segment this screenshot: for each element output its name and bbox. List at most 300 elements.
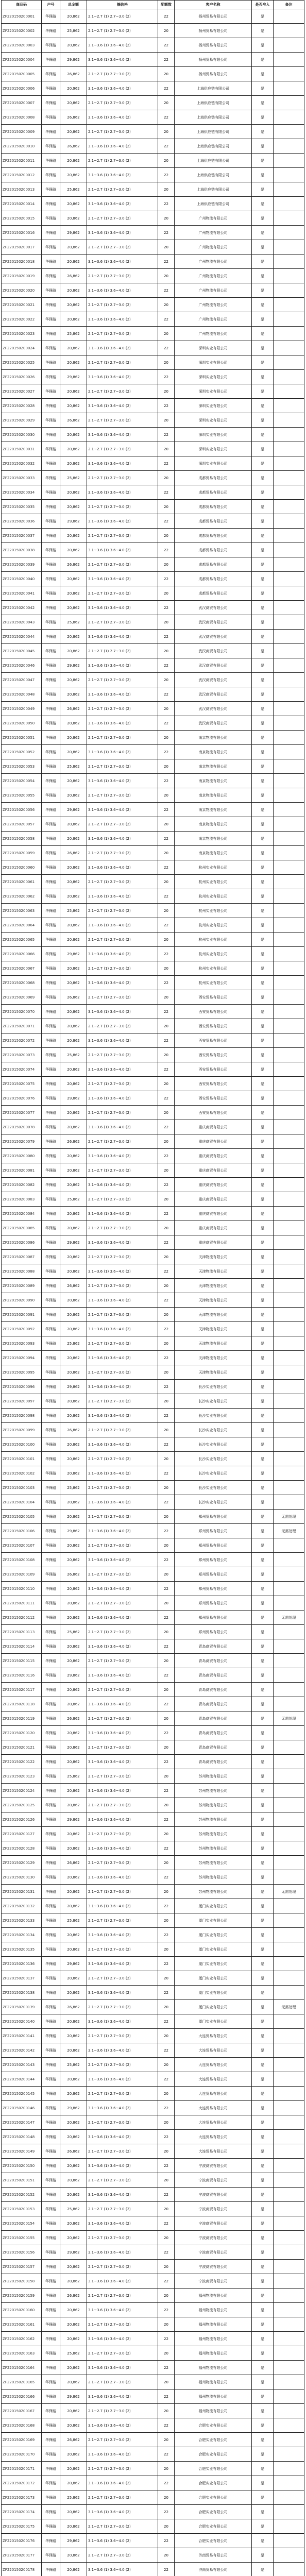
cell-item-code: ZF220150200132 (2, 1899, 42, 1913)
cell-price: 2.1~2.7 (1) 2.7~3.0 (2) (87, 355, 158, 370)
cell-account: 华锋路 (42, 182, 60, 197)
cell-price: 2.1~2.7 (1) 2.7~3.0 (2) (87, 1481, 158, 1495)
cell-admitted: 是 (252, 500, 274, 514)
cell-quota: 22 (158, 1149, 175, 1163)
cell-remark (274, 2375, 304, 2389)
cell-price: 2.1~2.7 (1) 2.7~3.0 (2) (87, 384, 158, 399)
cell-remark (274, 687, 304, 702)
cell-customer: 武汉商贸有限公司 (175, 601, 252, 615)
cell-customer: 苏州物流有限公司 (175, 1798, 252, 1812)
cell-item-code: ZF220150200005 (2, 67, 42, 81)
cell-quota: 20 (158, 817, 175, 832)
table-row (2, 1524, 304, 1538)
cell-account: 华锋路 (42, 2433, 60, 2447)
cell-remark (274, 370, 304, 384)
cell-price: 3.1~3.6 (1) 3.6~4.0 (2) (87, 2014, 158, 2029)
cell-price: 2.1~2.7 (1) 2.7~3.0 (2) (87, 2375, 158, 2389)
cell-account: 华锋路 (42, 2519, 60, 2534)
cell-admitted: 是 (252, 1798, 274, 1812)
cell-total: 26,862 (60, 557, 87, 572)
cell-item-code: ZF220150200043 (2, 615, 42, 630)
cell-customer: 长沙实业有限公司 (175, 1423, 252, 1437)
cell-item-code: ZF220150200107 (2, 1538, 42, 1553)
cell-item-code: ZF220150200130 (2, 1870, 42, 1885)
cell-account: 华锋路 (42, 1106, 60, 1120)
cell-remark (274, 1250, 304, 1264)
cell-account: 华锋路 (42, 2245, 60, 2260)
cell-customer: 宁波商贸有限公司 (175, 2260, 252, 2274)
cell-quota: 22 (158, 2245, 175, 2260)
cell-total: 20,862 (60, 125, 87, 139)
cell-price: 3.1~3.6 (1) 3.6~4.0 (2) (87, 1495, 158, 1510)
cell-quota: 22 (158, 1351, 175, 1365)
cell-total: 26,862 (60, 1423, 87, 1437)
cell-customer: 广州物流有限公司 (175, 226, 252, 240)
cell-admitted: 是 (252, 1885, 274, 1899)
cell-price: 3.1~3.6 (1) 3.6~4.0 (2) (87, 53, 158, 67)
cell-price: 3.1~3.6 (1) 3.6~4.0 (2) (87, 485, 158, 500)
cell-total: 20,862 (60, 2361, 87, 2375)
cell-remark (274, 1986, 304, 2000)
cell-account: 华锋路 (42, 759, 60, 774)
table-row (2, 1913, 304, 1928)
cell-account: 华锋路 (42, 1798, 60, 1812)
cell-quota: 20 (158, 2231, 175, 2245)
cell-customer: 成都贸易有限公司 (175, 529, 252, 543)
cell-account: 华锋路 (42, 2202, 60, 2216)
cell-total: 20,862 (60, 1971, 87, 1986)
cell-item-code: ZF220150200165 (2, 2375, 42, 2389)
cell-remark (274, 226, 304, 240)
table-row (2, 1942, 304, 1957)
cell-customer: 南京物流有限公司 (175, 788, 252, 803)
cell-account: 华锋路 (42, 1553, 60, 1567)
cell-price: 3.1~3.6 (1) 3.6~4.0 (2) (87, 283, 158, 298)
cell-account: 华锋路 (42, 2548, 60, 2563)
cell-quota: 22 (158, 1524, 175, 1538)
cell-admitted: 是 (252, 355, 274, 370)
cell-item-code: ZF220150200039 (2, 557, 42, 572)
cell-remark: 无需处理 (274, 1611, 304, 1625)
table-row (2, 731, 304, 745)
cell-quota: 22 (158, 716, 175, 731)
cell-price: 2.1~2.7 (1) 2.7~3.0 (2) (87, 327, 158, 341)
cell-total: 25,862 (60, 759, 87, 774)
cell-remark (274, 630, 304, 644)
cell-total: 20,862 (60, 96, 87, 110)
cell-quota: 22 (158, 918, 175, 933)
table-row (2, 53, 304, 67)
table-row (2, 673, 304, 687)
cell-total: 26,862 (60, 269, 87, 283)
cell-total: 26,862 (60, 1856, 87, 1870)
cell-item-code: ZF220150200091 (2, 1308, 42, 1322)
cell-price: 2.1~2.7 (1) 2.7~3.0 (2) (87, 1250, 158, 1264)
cell-total: 20,862 (60, 1221, 87, 1235)
cell-quota: 22 (158, 38, 175, 53)
cell-account: 华锋路 (42, 269, 60, 283)
cell-account: 华锋路 (42, 1654, 60, 1668)
cell-total: 25,862 (60, 2202, 87, 2216)
cell-quota: 22 (158, 428, 175, 442)
cell-item-code: ZF220150200037 (2, 529, 42, 543)
cell-account: 华锋路 (42, 110, 60, 125)
cell-admitted: 是 (252, 1582, 274, 1596)
cell-remark (274, 1409, 304, 1423)
cell-customer: 福州物流有限公司 (175, 2375, 252, 2389)
cell-quota: 20 (158, 1308, 175, 1322)
cell-admitted: 是 (252, 1755, 274, 1769)
cell-item-code: ZF220150200014 (2, 197, 42, 211)
cell-total: 20,862 (60, 1654, 87, 1668)
cell-quota: 20 (158, 1711, 175, 1726)
table-row (2, 442, 304, 456)
cell-admitted: 是 (252, 586, 274, 601)
cell-total: 20,862 (60, 1726, 87, 1740)
cell-customer: 西安贸易有限公司 (175, 1077, 252, 1091)
cell-admitted: 是 (252, 2346, 274, 2361)
cell-remark (274, 1582, 304, 1596)
cell-item-code: ZF220150200125 (2, 1798, 42, 1812)
cell-admitted: 是 (252, 774, 274, 788)
cell-customer: 广州物流有限公司 (175, 283, 252, 298)
cell-price: 2.1~2.7 (1) 2.7~3.0 (2) (87, 1856, 158, 1870)
cell-price: 2.1~2.7 (1) 2.7~3.0 (2) (87, 2404, 158, 2418)
cell-account: 华锋路 (42, 2289, 60, 2303)
cell-customer: 宁波商贸有限公司 (175, 2173, 252, 2188)
cell-item-code: ZF220150200155 (2, 2231, 42, 2245)
table-row (2, 860, 304, 875)
cell-price: 3.1~3.6 (1) 3.6~4.0 (2) (87, 399, 158, 413)
cell-remark (274, 586, 304, 601)
cell-price: 3.1~3.6 (1) 3.6~4.0 (2) (87, 1235, 158, 1250)
cell-price: 3.1~3.6 (1) 3.6~4.0 (2) (87, 255, 158, 269)
cell-admitted: 是 (252, 428, 274, 442)
cell-remark (274, 1279, 304, 1293)
cell-customer: 厦门实业有限公司 (175, 1913, 252, 1928)
cell-total: 26,862 (60, 2289, 87, 2303)
cell-customer: 扬州贸易有限公司 (175, 9, 252, 24)
cell-item-code: ZF220150200060 (2, 860, 42, 875)
cell-customer: 天津物流有限公司 (175, 1279, 252, 1293)
cell-remark (274, 1798, 304, 1812)
cell-admitted: 是 (252, 1913, 274, 1928)
cell-remark (274, 2101, 304, 2115)
cell-customer: 南京物流有限公司 (175, 745, 252, 759)
cell-remark (274, 2144, 304, 2159)
cell-admitted: 是 (252, 1380, 274, 1394)
cell-item-code: ZF220150200123 (2, 1769, 42, 1784)
cell-price: 3.1~3.6 (1) 3.6~4.0 (2) (87, 2130, 158, 2144)
cell-remark (274, 110, 304, 125)
table-row (2, 1755, 304, 1769)
cell-total: 25,862 (60, 2058, 87, 2072)
cell-customer: 武汉商贸有限公司 (175, 702, 252, 716)
cell-customer: 大连贸易有限公司 (175, 2130, 252, 2144)
cell-quota: 20 (158, 96, 175, 110)
cell-quota: 22 (158, 2274, 175, 2289)
cell-quota: 22 (158, 2072, 175, 2087)
cell-price: 3.1~3.6 (1) 3.6~4.0 (2) (87, 428, 158, 442)
cell-total: 20,862 (60, 1553, 87, 1567)
cell-admitted: 是 (252, 399, 274, 413)
cell-customer: 南京物流有限公司 (175, 759, 252, 774)
cell-item-code: ZF220150200102 (2, 1466, 42, 1481)
cell-price: 3.1~3.6 (1) 3.6~4.0 (2) (87, 1062, 158, 1077)
cell-item-code: ZF220150200009 (2, 125, 42, 139)
cell-quota: 22 (158, 860, 175, 875)
cell-customer: 成都贸易有限公司 (175, 471, 252, 485)
data-sheet (1, 0, 304, 2576)
cell-customer: 青岛商贸有限公司 (175, 1683, 252, 1697)
table-row (2, 1957, 304, 1971)
table-row (2, 586, 304, 601)
cell-total: 25,862 (60, 1048, 87, 1062)
cell-price: 2.1~2.7 (1) 2.7~3.0 (2) (87, 298, 158, 312)
cell-item-code: ZF220150200100 (2, 1437, 42, 1452)
cell-item-code: ZF220150200118 (2, 1697, 42, 1711)
cell-account: 华锋路 (42, 615, 60, 630)
cell-admitted: 是 (252, 961, 274, 976)
cell-item-code: ZF220150200019 (2, 269, 42, 283)
cell-admitted: 是 (252, 1971, 274, 1986)
cell-quota: 22 (158, 889, 175, 904)
cell-total: 20,862 (60, 1033, 87, 1048)
cell-quota: 22 (158, 197, 175, 211)
cell-customer: 福州物流有限公司 (175, 2332, 252, 2346)
table-row (2, 832, 304, 846)
cell-quota: 22 (158, 283, 175, 298)
table-row (2, 341, 304, 355)
cell-admitted: 是 (252, 1365, 274, 1380)
cell-total: 20,862 (60, 2404, 87, 2418)
table-row (2, 1149, 304, 1163)
cell-quota: 22 (158, 1553, 175, 1567)
cell-quota: 20 (158, 2087, 175, 2101)
cell-total: 20,862 (60, 1697, 87, 1711)
table-row (2, 2375, 304, 2389)
cell-item-code: ZF220150200064 (2, 918, 42, 933)
cell-item-code: ZF220150200054 (2, 774, 42, 788)
cell-quota: 20 (158, 1942, 175, 1957)
cell-remark (274, 1553, 304, 1567)
cell-admitted: 是 (252, 1538, 274, 1553)
cell-remark (274, 1495, 304, 1510)
cell-item-code: ZF220150200065 (2, 933, 42, 947)
cell-admitted: 是 (252, 341, 274, 355)
cell-remark (274, 197, 304, 211)
cell-price: 2.1~2.7 (1) 2.7~3.0 (2) (87, 96, 158, 110)
cell-item-code: ZF220150200143 (2, 2058, 42, 2072)
cell-account: 华锋路 (42, 1423, 60, 1437)
table-row (2, 2245, 304, 2260)
cell-price: 3.1~3.6 (1) 3.6~4.0 (2) (87, 2043, 158, 2058)
table-row (2, 904, 304, 918)
cell-remark (274, 2548, 304, 2563)
cell-total: 20,862 (60, 1322, 87, 1336)
cell-remark (274, 125, 304, 139)
cell-total: 20,862 (60, 2159, 87, 2173)
cell-admitted: 是 (252, 1120, 274, 1134)
cell-item-code: ZF220150200124 (2, 1784, 42, 1798)
cell-price: 3.1~3.6 (1) 3.6~4.0 (2) (87, 2418, 158, 2433)
cell-price: 3.1~3.6 (1) 3.6~4.0 (2) (87, 1149, 158, 1163)
cell-remark (274, 485, 304, 500)
cell-customer: 深圳实业有限公司 (175, 399, 252, 413)
cell-admitted: 是 (252, 1409, 274, 1423)
cell-price: 3.1~3.6 (1) 3.6~4.0 (2) (87, 860, 158, 875)
cell-remark: 无需处理 (274, 1524, 304, 1538)
table-row (2, 658, 304, 673)
header-customer: 客户名称 (175, 1, 252, 9)
cell-total: 20,862 (60, 485, 87, 500)
table-row (2, 572, 304, 586)
cell-total: 20,862 (60, 1163, 87, 1178)
cell-quota: 22 (158, 2216, 175, 2231)
table-row (2, 1639, 304, 1654)
cell-quota: 22 (158, 1178, 175, 1192)
cell-price: 3.1~3.6 (1) 3.6~4.0 (2) (87, 2274, 158, 2289)
table-row (2, 1351, 304, 1365)
cell-admitted: 是 (252, 1668, 274, 1683)
cell-customer: 厦门实业有限公司 (175, 1899, 252, 1913)
cell-admitted: 是 (252, 384, 274, 399)
cell-price: 3.1~3.6 (1) 3.6~4.0 (2) (87, 1928, 158, 1942)
cell-item-code: ZF220150200061 (2, 875, 42, 889)
cell-customer: 西安贸易有限公司 (175, 990, 252, 1005)
cell-customer: 广州物流有限公司 (175, 312, 252, 327)
table-row (2, 2130, 304, 2144)
table-row (2, 168, 304, 182)
cell-total: 26,862 (60, 110, 87, 125)
cell-customer: 重庆商贸有限公司 (175, 1120, 252, 1134)
cell-admitted: 是 (252, 2447, 274, 2462)
cell-remark (274, 1899, 304, 1913)
table-row (2, 1784, 304, 1798)
cell-customer: 合肥实业有限公司 (175, 2534, 252, 2548)
cell-admitted: 是 (252, 1134, 274, 1149)
table-row (2, 500, 304, 514)
cell-customer: 苏州物流有限公司 (175, 1784, 252, 1798)
cell-price: 3.1~3.6 (1) 3.6~4.0 (2) (87, 1005, 158, 1019)
cell-remark (274, 990, 304, 1005)
cell-total: 29,862 (60, 658, 87, 673)
cell-item-code: ZF220150200017 (2, 240, 42, 255)
cell-quota: 22 (158, 2043, 175, 2058)
cell-admitted: 是 (252, 572, 274, 586)
cell-account: 华锋路 (42, 1149, 60, 1163)
cell-price: 2.1~2.7 (1) 2.7~3.0 (2) (87, 1538, 158, 1553)
cell-remark (274, 428, 304, 442)
cell-account: 华锋路 (42, 154, 60, 168)
cell-quota: 22 (158, 1639, 175, 1654)
cell-item-code: ZF220150200117 (2, 1683, 42, 1697)
cell-admitted: 是 (252, 1928, 274, 1942)
cell-price: 3.1~3.6 (1) 3.6~4.0 (2) (87, 1553, 158, 1567)
cell-total: 29,862 (60, 1524, 87, 1538)
cell-item-code: ZF220150200010 (2, 139, 42, 154)
cell-customer: 上海供应链有限公司 (175, 139, 252, 154)
cell-account: 华锋路 (42, 1683, 60, 1697)
cell-admitted: 是 (252, 2418, 274, 2433)
cell-price: 3.1~3.6 (1) 3.6~4.0 (2) (87, 197, 158, 211)
cell-total: 20,862 (60, 1409, 87, 1423)
cell-quota: 20 (158, 961, 175, 976)
cell-quota: 22 (158, 1409, 175, 1423)
table-row (2, 759, 304, 774)
cell-remark (274, 1120, 304, 1134)
cell-customer: 天津物流有限公司 (175, 1322, 252, 1336)
cell-remark (274, 2433, 304, 2447)
table-row (2, 2462, 304, 2476)
table-row (2, 2058, 304, 2072)
cell-quota: 22 (158, 687, 175, 702)
cell-account: 华锋路 (42, 933, 60, 947)
cell-admitted: 是 (252, 803, 274, 817)
cell-price: 2.1~2.7 (1) 2.7~3.0 (2) (87, 1913, 158, 1928)
cell-item-code: ZF220150200162 (2, 2332, 42, 2346)
cell-remark (274, 1308, 304, 1322)
cell-customer: 杭州实业有限公司 (175, 918, 252, 933)
cell-remark (274, 601, 304, 615)
table-row (2, 1134, 304, 1149)
cell-admitted: 是 (252, 1279, 274, 1293)
cell-price: 3.1~3.6 (1) 3.6~4.0 (2) (87, 370, 158, 384)
cell-account: 华锋路 (42, 53, 60, 67)
cell-item-code: ZF220150200058 (2, 832, 42, 846)
cell-price: 2.1~2.7 (1) 2.7~3.0 (2) (87, 759, 158, 774)
cell-item-code: ZF220150200056 (2, 803, 42, 817)
cell-customer: 武汉商贸有限公司 (175, 687, 252, 702)
cell-item-code: ZF220150200084 (2, 1207, 42, 1221)
cell-item-code: ZF220150200050 (2, 716, 42, 731)
table-row (2, 471, 304, 485)
cell-admitted: 是 (252, 1769, 274, 1784)
cell-total: 20,862 (60, 197, 87, 211)
cell-customer: 重庆商贸有限公司 (175, 1178, 252, 1192)
cell-item-code: ZF220150200151 (2, 2173, 42, 2188)
cell-customer: 扬州贸易有限公司 (175, 53, 252, 67)
cell-customer: 扬州贸易有限公司 (175, 67, 252, 81)
cell-remark (274, 2476, 304, 2490)
table-row (2, 1106, 304, 1120)
table-row (2, 2159, 304, 2173)
cell-price: 2.1~2.7 (1) 2.7~3.0 (2) (87, 615, 158, 630)
cell-account: 华锋路 (42, 456, 60, 471)
table-row (2, 2332, 304, 2346)
cell-price: 3.1~3.6 (1) 3.6~4.0 (2) (87, 341, 158, 355)
cell-price: 3.1~3.6 (1) 3.6~4.0 (2) (87, 2563, 158, 2576)
table-row (2, 269, 304, 283)
cell-quota: 22 (158, 832, 175, 846)
cell-remark (274, 1697, 304, 1711)
cell-customer: 青岛商贸有限公司 (175, 1711, 252, 1726)
cell-account: 华锋路 (42, 586, 60, 601)
cell-account: 华锋路 (42, 716, 60, 731)
cell-account: 华锋路 (42, 2173, 60, 2188)
cell-quota: 20 (158, 2519, 175, 2534)
table-row (2, 846, 304, 860)
cell-price: 2.1~2.7 (1) 2.7~3.0 (2) (87, 1394, 158, 1409)
cell-customer: 福州物流有限公司 (175, 2389, 252, 2404)
table-row (2, 788, 304, 803)
cell-admitted: 是 (252, 67, 274, 81)
cell-customer: 郑州贸易有限公司 (175, 1596, 252, 1611)
cell-item-code: ZF220150200137 (2, 1971, 42, 1986)
table-row (2, 2505, 304, 2519)
cell-price: 2.1~2.7 (1) 2.7~3.0 (2) (87, 1077, 158, 1091)
table-row (2, 327, 304, 341)
